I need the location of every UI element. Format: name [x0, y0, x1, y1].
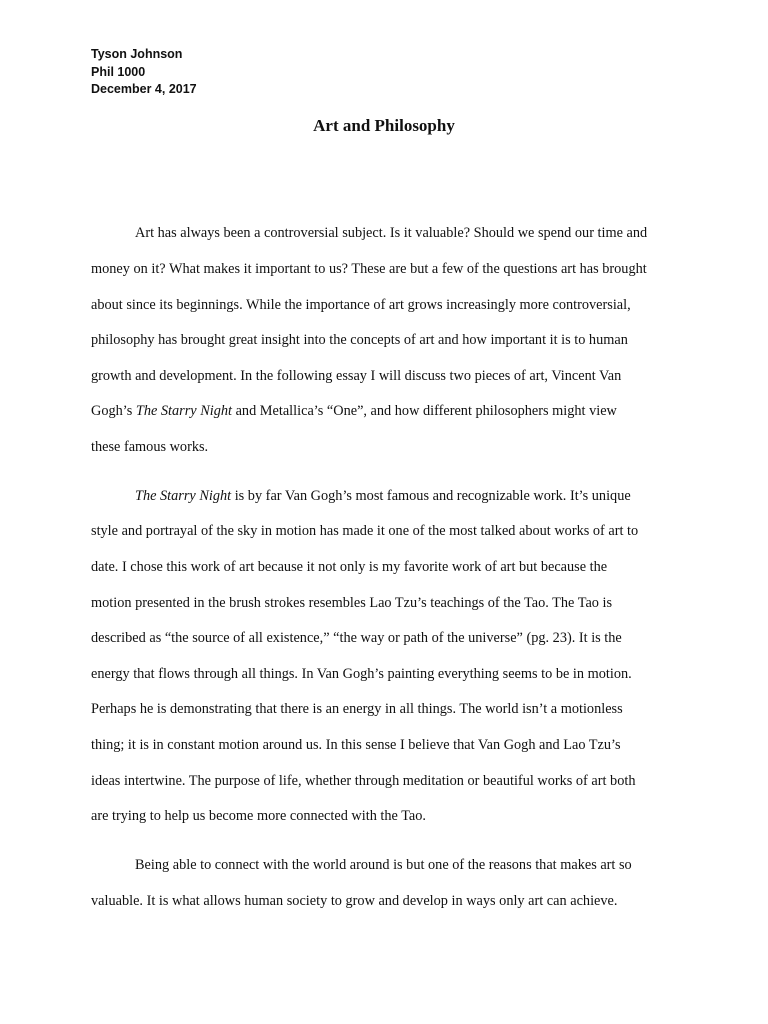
paragraph-line: growth and development. In the following essay I will discuss two pieces of art, Vincent Van [91, 368, 622, 384]
author-name: Tyson Johnson [91, 47, 183, 61]
paragraph-line: these famous works. [91, 439, 209, 455]
paragraph-line: about since its beginnings. While the importance of art grows increasingly more controversial, [91, 297, 631, 313]
paragraph-line: ideas intertwine. The purpose of life, whether through meditation or beautiful works of art both [91, 773, 636, 789]
paragraph-line: Being able to connect with the world around is but one of the reasons that makes art so [135, 857, 632, 873]
paragraph-line: valuable. It is what allows human society to grow and develop in ways only art can achieve. [91, 893, 618, 909]
paragraph-line: style and portrayal of the sky in motion has made it one of the most talked about works of art to [91, 523, 639, 539]
page-title: Art and Philosophy [313, 116, 455, 135]
paragraph-line: Perhaps he is demonstrating that there is an energy in all things. The world isn’t a motionless [91, 701, 623, 717]
italic-title: The Starry Night [135, 488, 232, 504]
paragraph-line: philosophy has brought great insight into the concepts of art and how important it is to human [91, 332, 628, 348]
text-run: is by far Van Gogh’s most famous and recognizable work. It’s unique [231, 488, 631, 504]
document-header [91, 46, 197, 99]
paragraph-line: described as “the source of all existence,” “the way or path of the universe” (pg. 23). It is the [91, 630, 622, 646]
paragraph-line: date. I chose this work of art because it not only is my favorite work of art but because the [91, 559, 608, 575]
paragraph-line: Art has always been a controversial subject. Is it valuable? Should we spend our time and [135, 225, 648, 241]
paragraph-line: energy that flows through all things. In Van Gogh’s painting everything seems to be in motion. [91, 666, 632, 682]
paragraph-line: money on it? What makes it important to us? These are but a few of the questions art has brought [91, 261, 647, 277]
paragraph-line: motion presented in the brush strokes resembles Lao Tzu’s teachings of the Tao. The Tao is [91, 595, 613, 611]
italic-title: The Starry Night [135, 403, 233, 419]
paragraph-line: are trying to help us become more connected with the Tao. [91, 808, 426, 824]
paragraph-line [135, 486, 631, 506]
paragraph-line [91, 401, 617, 421]
course-name: Phil 1000 [91, 64, 146, 79]
document-date: December 4, 2017 [91, 82, 197, 96]
text-run: Gogh’s [91, 403, 136, 419]
paragraph-line: thing; it is in constant motion around us. In this sense I believe that Van Gogh and Lao Tzu’s [91, 737, 621, 753]
text-run: and Metallica’s “One”, and how different philosophers might view [232, 403, 617, 419]
